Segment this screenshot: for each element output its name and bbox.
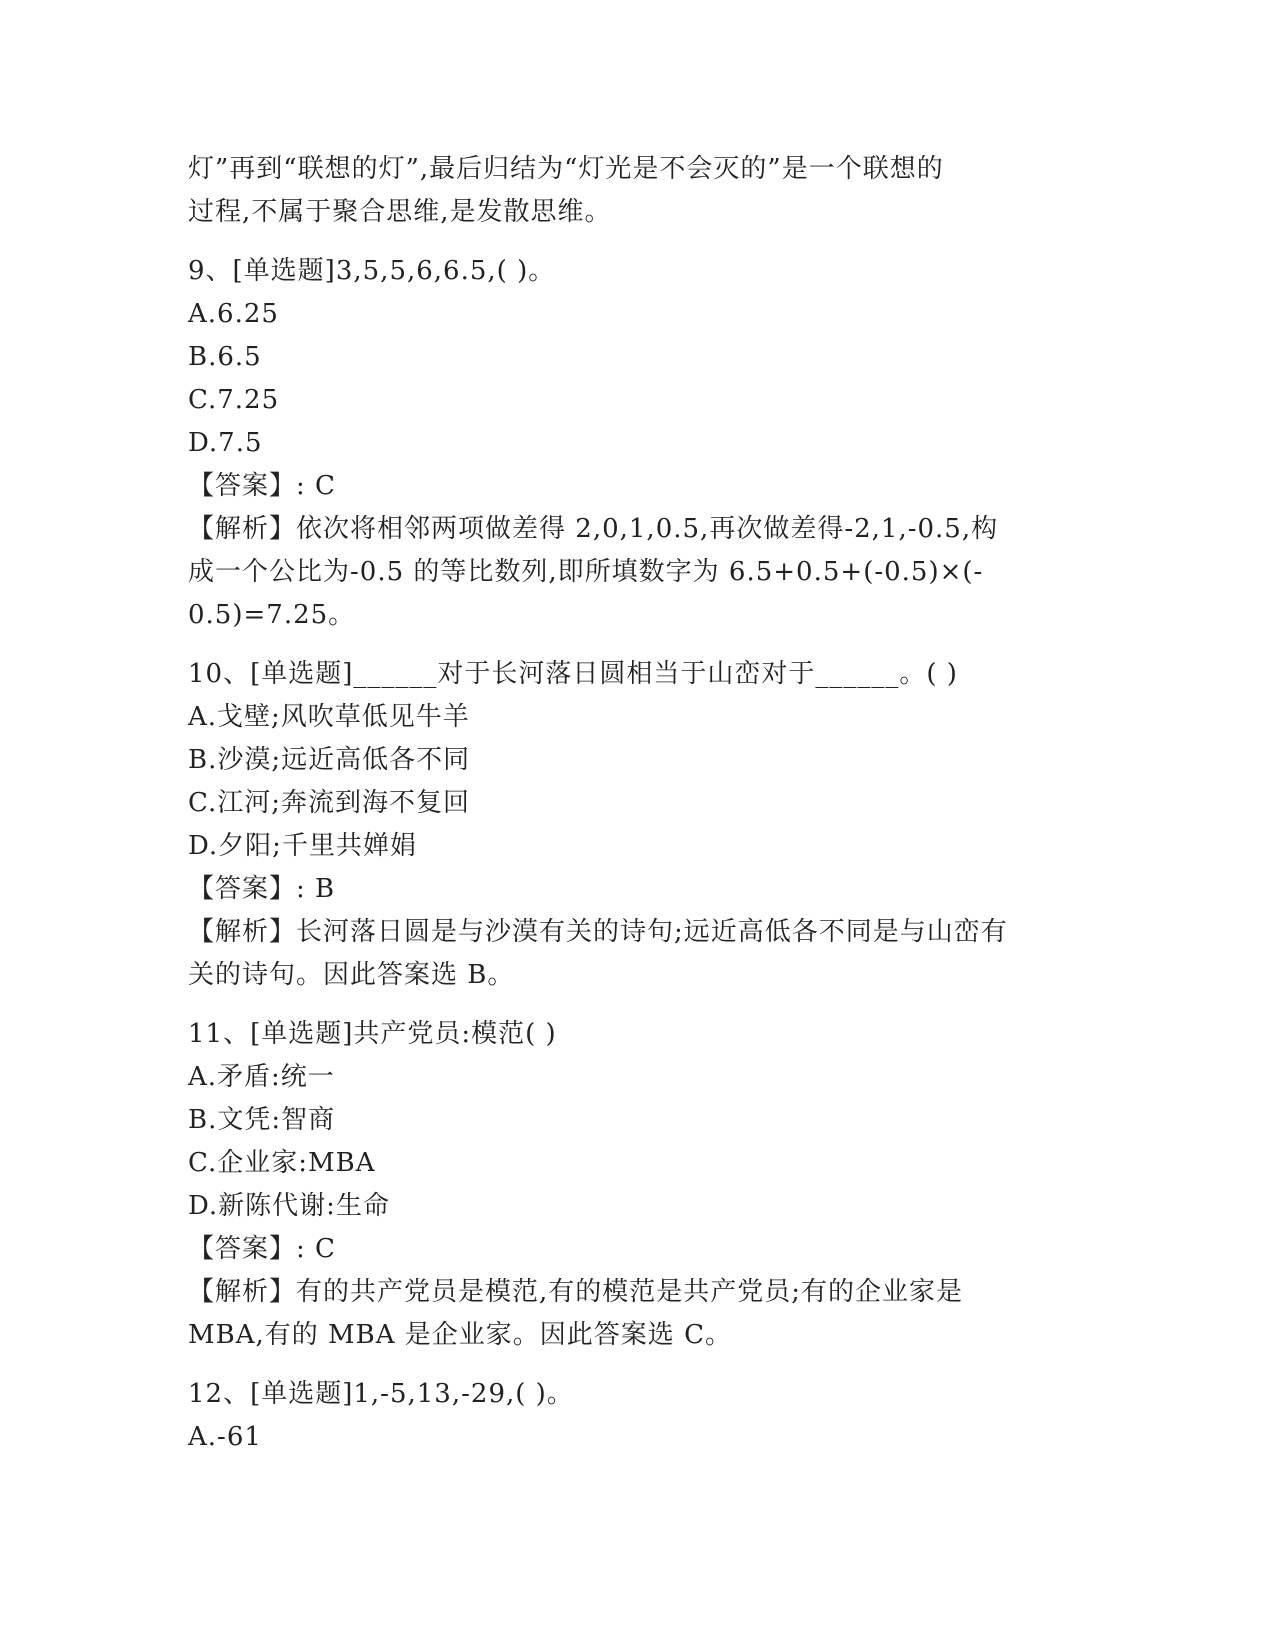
analysis-line: MBA,有的 MBA 是企业家。因此答案选 C。 [188, 1320, 732, 1350]
option-b: B.沙漠;远近高低各不同 [188, 745, 471, 775]
analysis-line [188, 508, 1088, 551]
option-d: D.新陈代谢:生命 [188, 1191, 390, 1221]
analysis-line: 关的诗句。因此答案选 B。 [188, 960, 515, 990]
analysis-label: 【解析】 [188, 1277, 297, 1307]
question-12 [188, 1373, 1088, 1459]
analysis-line [188, 1271, 1088, 1314]
option-a: A.戈壁;风吹草低见牛羊 [188, 702, 470, 732]
question-stem: 10、[单选题]______对于长河落日圆相当于山峦对于______。( ) [188, 659, 958, 689]
answer-value: : B [296, 874, 336, 904]
option-b: B.文凭:智商 [188, 1105, 336, 1135]
option-a: A.-61 [188, 1422, 262, 1452]
option-c: C.江河;奔流到海不复回 [188, 788, 470, 818]
analysis-text: 有的共产党员是模范,有的模范是共产党员;有的企业家是 [296, 1277, 964, 1307]
analysis-label: 【解析】 [188, 917, 297, 947]
intro-line: 过程,不属于聚合思维,是发散思维。 [188, 197, 612, 227]
option-c: C.7.25 [188, 385, 280, 415]
intro-line: 灯”再到“联想的灯”,最后归结为“灯光是不会灭的”是一个联想的 [188, 154, 944, 184]
answer-value: : C [296, 471, 336, 501]
option-a: A.6.25 [188, 299, 279, 329]
answer-line [188, 465, 1088, 508]
answer-line [188, 1228, 1088, 1271]
option-b: B.6.5 [188, 342, 262, 372]
option-d: D.夕阳;千里共婵娟 [188, 831, 417, 861]
answer-label: 【答案】 [188, 874, 297, 904]
analysis-line: 0.5)=7.25。 [188, 600, 356, 630]
question-11 [188, 1013, 1088, 1357]
answer-label: 【答案】 [188, 1234, 297, 1264]
question-9 [188, 250, 1088, 637]
answer-line [188, 868, 1088, 911]
option-a: A.矛盾:统一 [188, 1062, 335, 1092]
analysis-label: 【解析】 [188, 514, 297, 544]
analysis-text: 长河落日圆是与沙漠有关的诗句;远近高低各不同是与山峦有 [296, 917, 1008, 947]
answer-value: : C [296, 1234, 336, 1264]
option-c: C.企业家:MBA [188, 1148, 376, 1178]
question-stem: 11、[单选题]共产党员:模范( ) [188, 1019, 557, 1049]
answer-label: 【答案】 [188, 471, 297, 501]
option-d: D.7.5 [188, 428, 263, 458]
question-stem: 12、[单选题]1,-5,13,-29,( )。 [188, 1379, 574, 1409]
page-content [188, 148, 1088, 1459]
analysis-text: 依次将相邻两项做差得 2,0,1,0.5,再次做差得-2,1,-0.5,构 [296, 514, 999, 544]
analysis-line: 成一个公比为-0.5 的等比数列,即所填数字为 6.5+0.5+(-0.5)×(- [188, 557, 984, 587]
analysis-line [188, 911, 1088, 954]
question-10 [188, 653, 1088, 997]
question-stem: 9、[单选题]3,5,5,6,6.5,( )。 [188, 256, 556, 286]
